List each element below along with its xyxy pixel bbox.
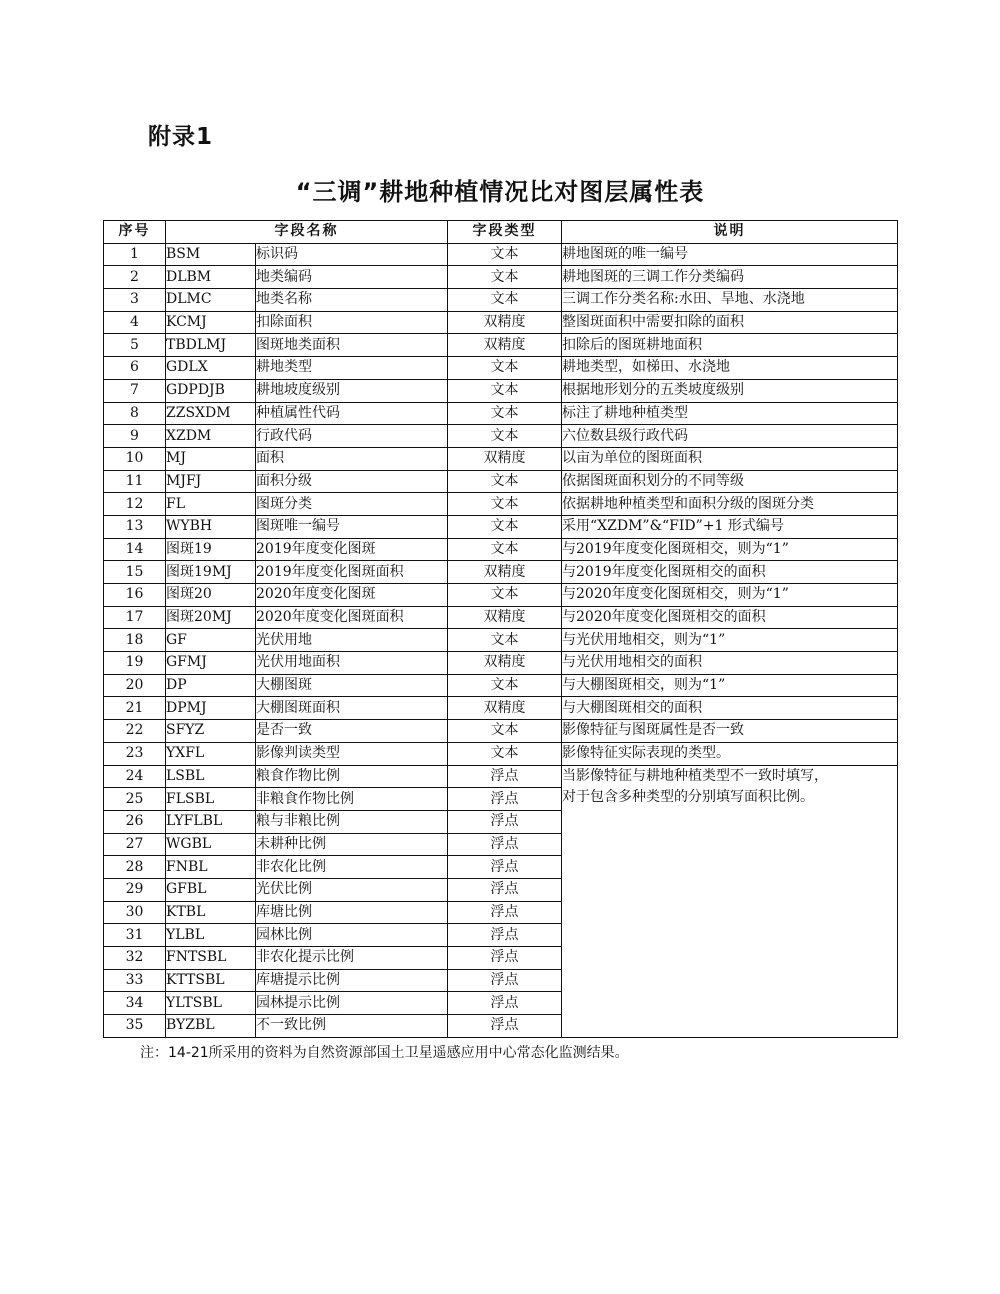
row-number: 9 <box>104 425 166 448</box>
field-type: 双精度 <box>448 606 562 629</box>
row-number: 19 <box>104 652 166 675</box>
field-code: XZDM <box>166 425 256 448</box>
table-row <box>104 334 898 357</box>
field-type: 文本 <box>448 720 562 743</box>
field-type: 文本 <box>448 629 562 652</box>
field-description: 扣除后的图斑耕地面积 <box>562 334 898 357</box>
header-field-name: 字段名称 <box>166 221 448 244</box>
row-number: 12 <box>104 493 166 516</box>
field-name: 库塘提示比例 <box>256 969 448 992</box>
field-name: 2019年度变化图斑 <box>256 538 448 561</box>
row-number: 20 <box>104 674 166 697</box>
field-type: 双精度 <box>448 334 562 357</box>
field-code: ZZSXDM <box>166 402 256 425</box>
field-description: 六位数县级行政代码 <box>562 425 898 448</box>
row-number: 14 <box>104 538 166 561</box>
field-name: 库塘比例 <box>256 901 448 924</box>
field-code: TBDLMJ <box>166 334 256 357</box>
table-row <box>104 447 898 470</box>
field-code: KTTSBL <box>166 969 256 992</box>
table-row <box>104 357 898 380</box>
table-row <box>104 742 898 765</box>
table-row <box>104 765 898 788</box>
field-name: 未耕种比例 <box>256 833 448 856</box>
field-type: 浮点 <box>448 901 562 924</box>
field-type: 文本 <box>448 674 562 697</box>
field-name: 地类编码 <box>256 266 448 289</box>
field-type: 文本 <box>448 742 562 765</box>
field-description: 与大棚图斑相交，则为“1” <box>562 674 898 697</box>
field-description: 依据耕地种植类型和面积分级的图斑分类 <box>562 493 898 516</box>
field-name: 非农化提示比例 <box>256 947 448 970</box>
field-name: 图斑唯一编号 <box>256 515 448 538</box>
table-row <box>104 243 898 266</box>
footnote: 注：14-21所采用的资料为自然资源部国土卫星遥感应用中心常态化监测结果。 <box>140 1045 629 1061</box>
row-number: 13 <box>104 515 166 538</box>
field-type: 文本 <box>448 493 562 516</box>
field-name: 园林提示比例 <box>256 992 448 1015</box>
header-description: 说明 <box>562 221 898 244</box>
row-number: 21 <box>104 697 166 720</box>
row-number: 34 <box>104 992 166 1015</box>
field-code: LSBL <box>166 765 256 788</box>
row-number: 15 <box>104 561 166 584</box>
table-row <box>104 720 898 743</box>
field-code: KCMJ <box>166 311 256 334</box>
field-description: 与光伏用地相交，则为“1” <box>562 629 898 652</box>
field-description: 标注了耕地种植类型 <box>562 402 898 425</box>
field-description: 耕地图斑的三调工作分类编码 <box>562 266 898 289</box>
field-description: 根据地形划分的五类坡度级别 <box>562 379 898 402</box>
table-row <box>104 515 898 538</box>
table-row <box>104 311 898 334</box>
field-name: 面积分级 <box>256 470 448 493</box>
field-code: DLMC <box>166 289 256 312</box>
field-type: 浮点 <box>448 924 562 947</box>
merged-description-line: 当影像特征与耕地种植类型不一致时填写， <box>562 767 828 784</box>
field-description: 与2019年度变化图斑相交的面积 <box>562 561 898 584</box>
field-description: 依据图斑面积划分的不同等级 <box>562 470 898 493</box>
attribute-table <box>103 220 898 1038</box>
field-type: 文本 <box>448 470 562 493</box>
merged-description <box>562 765 898 1037</box>
table-row <box>104 561 898 584</box>
appendix-label: 附录1 <box>148 124 214 150</box>
field-name: 面积 <box>256 447 448 470</box>
field-name: 园林比例 <box>256 924 448 947</box>
row-number: 8 <box>104 402 166 425</box>
row-number: 3 <box>104 289 166 312</box>
field-code: DPMJ <box>166 697 256 720</box>
field-description: 以亩为单位的图斑面积 <box>562 447 898 470</box>
table-body <box>104 243 898 1037</box>
field-code: WYBH <box>166 515 256 538</box>
field-type: 双精度 <box>448 447 562 470</box>
field-name: 地类名称 <box>256 289 448 312</box>
header-field-type: 字段类型 <box>448 221 562 244</box>
field-code: YLTSBL <box>166 992 256 1015</box>
field-code: GF <box>166 629 256 652</box>
row-number: 35 <box>104 1015 166 1038</box>
field-type: 浮点 <box>448 765 562 788</box>
field-code: MJ <box>166 447 256 470</box>
row-number: 16 <box>104 584 166 607</box>
field-description: 与光伏用地相交的面积 <box>562 652 898 675</box>
field-name: 2020年度变化图斑面积 <box>256 606 448 629</box>
field-description: 影像特征实际表现的类型。 <box>562 742 898 765</box>
row-number: 23 <box>104 742 166 765</box>
table-row <box>104 289 898 312</box>
field-code: 图斑20MJ <box>166 606 256 629</box>
field-code: YXFL <box>166 742 256 765</box>
field-name: 非粮食作物比例 <box>256 788 448 811</box>
row-number: 31 <box>104 924 166 947</box>
row-number: 22 <box>104 720 166 743</box>
field-code: GDPDJB <box>166 379 256 402</box>
field-type: 文本 <box>448 243 562 266</box>
field-description: 耕地图斑的唯一编号 <box>562 243 898 266</box>
merged-description-line: 对于包含多种类型的分别填写面积比例。 <box>562 788 814 805</box>
row-number: 25 <box>104 788 166 811</box>
field-description: 与2020年度变化图斑相交的面积 <box>562 606 898 629</box>
field-description: 影像特征与图斑属性是否一致 <box>562 720 898 743</box>
field-name: 粮食作物比例 <box>256 765 448 788</box>
table-row <box>104 629 898 652</box>
row-number: 33 <box>104 969 166 992</box>
field-name: 粮与非粮比例 <box>256 810 448 833</box>
table-row <box>104 425 898 448</box>
field-type: 双精度 <box>448 561 562 584</box>
field-name: 大棚图斑 <box>256 674 448 697</box>
row-number: 32 <box>104 947 166 970</box>
field-description: 与2019年度变化图斑相交，则为“1” <box>562 538 898 561</box>
field-code: BYZBL <box>166 1015 256 1038</box>
field-code: DLBM <box>166 266 256 289</box>
field-description: 与2020年度变化图斑相交，则为“1” <box>562 584 898 607</box>
field-code: SFYZ <box>166 720 256 743</box>
field-name: 标识码 <box>256 243 448 266</box>
field-code: FLSBL <box>166 788 256 811</box>
table-row <box>104 606 898 629</box>
table-row <box>104 379 898 402</box>
field-description: 采用“XZDM”&“FID”+1 形式编号 <box>562 515 898 538</box>
field-type: 双精度 <box>448 652 562 675</box>
table-row <box>104 266 898 289</box>
row-number: 2 <box>104 266 166 289</box>
table-row <box>104 470 898 493</box>
field-name: 光伏比例 <box>256 878 448 901</box>
field-name: 光伏用地面积 <box>256 652 448 675</box>
row-number: 7 <box>104 379 166 402</box>
row-number: 24 <box>104 765 166 788</box>
field-code: 图斑20 <box>166 584 256 607</box>
field-type: 浮点 <box>448 1015 562 1038</box>
field-description: 三调工作分类名称:水田、旱地、水浇地 <box>562 289 898 312</box>
field-type: 文本 <box>448 379 562 402</box>
field-type: 浮点 <box>448 878 562 901</box>
field-code: GDLX <box>166 357 256 380</box>
table-row <box>104 493 898 516</box>
field-type: 文本 <box>448 425 562 448</box>
field-code: FL <box>166 493 256 516</box>
field-name: 行政代码 <box>256 425 448 448</box>
row-number: 29 <box>104 878 166 901</box>
field-code: DP <box>166 674 256 697</box>
field-type: 文本 <box>448 402 562 425</box>
field-name: 是否一致 <box>256 720 448 743</box>
table-row <box>104 538 898 561</box>
table-header-row <box>104 221 898 244</box>
table-row <box>104 402 898 425</box>
field-type: 浮点 <box>448 833 562 856</box>
field-code: GFBL <box>166 878 256 901</box>
field-type: 浮点 <box>448 856 562 879</box>
field-name: 2019年度变化图斑面积 <box>256 561 448 584</box>
table-row <box>104 697 898 720</box>
field-name: 耕地类型 <box>256 357 448 380</box>
field-name: 图斑地类面积 <box>256 334 448 357</box>
table-row <box>104 652 898 675</box>
field-name: 扣除面积 <box>256 311 448 334</box>
row-number: 11 <box>104 470 166 493</box>
field-type: 文本 <box>448 357 562 380</box>
row-number: 18 <box>104 629 166 652</box>
field-code: BSM <box>166 243 256 266</box>
field-code: MJFJ <box>166 470 256 493</box>
row-number: 5 <box>104 334 166 357</box>
row-number: 6 <box>104 357 166 380</box>
row-number: 26 <box>104 810 166 833</box>
field-name: 大棚图斑面积 <box>256 697 448 720</box>
row-number: 1 <box>104 243 166 266</box>
field-type: 浮点 <box>448 969 562 992</box>
field-type: 浮点 <box>448 788 562 811</box>
field-code: LYFLBL <box>166 810 256 833</box>
field-name: 2020年度变化图斑 <box>256 584 448 607</box>
field-type: 文本 <box>448 584 562 607</box>
field-type: 双精度 <box>448 311 562 334</box>
row-number: 4 <box>104 311 166 334</box>
field-type: 浮点 <box>448 992 562 1015</box>
field-type: 文本 <box>448 289 562 312</box>
field-description: 与大棚图斑相交的面积 <box>562 697 898 720</box>
field-code: FNTSBL <box>166 947 256 970</box>
header-no: 序号 <box>104 221 166 244</box>
field-type: 文本 <box>448 515 562 538</box>
field-name: 影像判读类型 <box>256 742 448 765</box>
field-code: 图斑19MJ <box>166 561 256 584</box>
field-description: 整图斑面积中需要扣除的面积 <box>562 311 898 334</box>
field-description: 耕地类型，如梯田、水浇地 <box>562 357 898 380</box>
field-name: 耕地坡度级别 <box>256 379 448 402</box>
field-type: 双精度 <box>448 697 562 720</box>
field-code: YLBL <box>166 924 256 947</box>
field-type: 文本 <box>448 538 562 561</box>
field-name: 非农化比例 <box>256 856 448 879</box>
row-number: 17 <box>104 606 166 629</box>
field-name: 图斑分类 <box>256 493 448 516</box>
table-row <box>104 674 898 697</box>
field-code: FNBL <box>166 856 256 879</box>
field-code: KTBL <box>166 901 256 924</box>
table-row <box>104 584 898 607</box>
field-type: 浮点 <box>448 810 562 833</box>
field-type: 文本 <box>448 266 562 289</box>
field-type: 浮点 <box>448 947 562 970</box>
field-name: 光伏用地 <box>256 629 448 652</box>
field-code: WGBL <box>166 833 256 856</box>
field-name: 不一致比例 <box>256 1015 448 1038</box>
field-code: GFMJ <box>166 652 256 675</box>
row-number: 27 <box>104 833 166 856</box>
row-number: 10 <box>104 447 166 470</box>
row-number: 30 <box>104 901 166 924</box>
row-number: 28 <box>104 856 166 879</box>
field-name: 种植属性代码 <box>256 402 448 425</box>
field-code: 图斑19 <box>166 538 256 561</box>
table-title: “三调”耕地种植情况比对图层属性表 <box>295 178 705 206</box>
